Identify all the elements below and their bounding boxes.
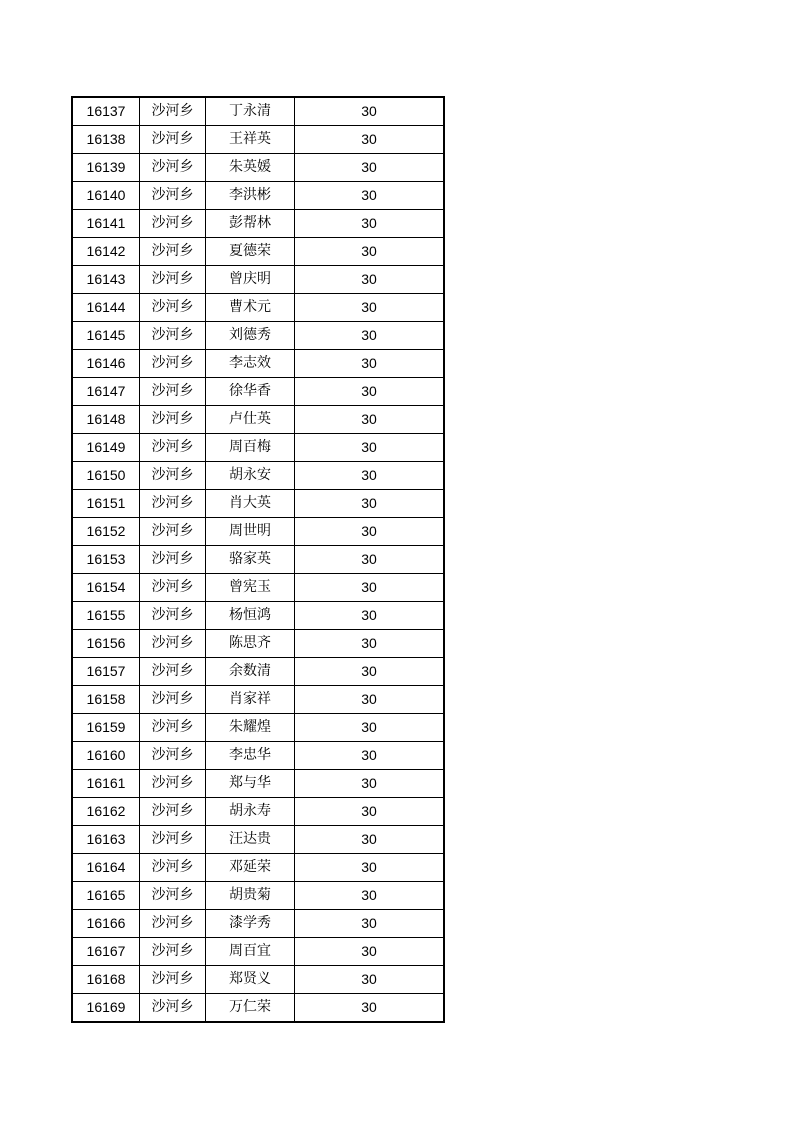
township-cell: 沙河乡 — [140, 378, 206, 406]
id-cell: 16148 — [72, 406, 140, 434]
township-cell: 沙河乡 — [140, 686, 206, 714]
table-row — [72, 322, 444, 350]
id-cell: 16158 — [72, 686, 140, 714]
name-cell: 夏德荣 — [206, 238, 295, 266]
table-row — [72, 630, 444, 658]
township-cell: 沙河乡 — [140, 994, 206, 1023]
amount-cell: 30 — [295, 602, 445, 630]
township-cell: 沙河乡 — [140, 462, 206, 490]
table-row — [72, 770, 444, 798]
id-cell: 16154 — [72, 574, 140, 602]
table-row — [72, 266, 444, 294]
amount-cell: 30 — [295, 518, 445, 546]
name-cell: 骆家英 — [206, 546, 295, 574]
township-cell: 沙河乡 — [140, 210, 206, 238]
amount-cell: 30 — [295, 630, 445, 658]
id-cell: 16168 — [72, 966, 140, 994]
township-cell: 沙河乡 — [140, 910, 206, 938]
township-cell: 沙河乡 — [140, 238, 206, 266]
id-cell: 16141 — [72, 210, 140, 238]
id-cell: 16166 — [72, 910, 140, 938]
name-cell: 漆学秀 — [206, 910, 295, 938]
name-cell: 卢仕英 — [206, 406, 295, 434]
amount-cell: 30 — [295, 350, 445, 378]
id-cell: 16153 — [72, 546, 140, 574]
township-cell: 沙河乡 — [140, 97, 206, 126]
amount-cell: 30 — [295, 826, 445, 854]
name-cell: 李忠华 — [206, 742, 295, 770]
township-cell: 沙河乡 — [140, 322, 206, 350]
table-row — [72, 350, 444, 378]
name-cell: 杨恒鸿 — [206, 602, 295, 630]
name-cell: 肖家祥 — [206, 686, 295, 714]
amount-cell: 30 — [295, 854, 445, 882]
id-cell: 16150 — [72, 462, 140, 490]
id-cell: 16142 — [72, 238, 140, 266]
table-row — [72, 882, 444, 910]
name-cell: 刘德秀 — [206, 322, 295, 350]
id-cell: 16156 — [72, 630, 140, 658]
amount-cell: 30 — [295, 686, 445, 714]
amount-cell: 30 — [295, 378, 445, 406]
table-row — [72, 826, 444, 854]
table-row — [72, 686, 444, 714]
township-cell: 沙河乡 — [140, 742, 206, 770]
id-cell: 16155 — [72, 602, 140, 630]
name-cell: 余数清 — [206, 658, 295, 686]
id-cell: 16167 — [72, 938, 140, 966]
table-row — [72, 378, 444, 406]
amount-cell: 30 — [295, 882, 445, 910]
township-cell: 沙河乡 — [140, 714, 206, 742]
table-row — [72, 602, 444, 630]
name-cell: 郑与华 — [206, 770, 295, 798]
township-cell: 沙河乡 — [140, 490, 206, 518]
amount-cell: 30 — [295, 966, 445, 994]
township-cell: 沙河乡 — [140, 294, 206, 322]
table-row — [72, 406, 444, 434]
amount-cell: 30 — [295, 770, 445, 798]
township-cell: 沙河乡 — [140, 434, 206, 462]
township-cell: 沙河乡 — [140, 602, 206, 630]
amount-cell: 30 — [295, 434, 445, 462]
township-cell: 沙河乡 — [140, 518, 206, 546]
table-row — [72, 546, 444, 574]
id-cell: 16151 — [72, 490, 140, 518]
township-cell: 沙河乡 — [140, 966, 206, 994]
data-table — [71, 96, 445, 1023]
table-row — [72, 294, 444, 322]
amount-cell: 30 — [295, 182, 445, 210]
name-cell: 汪达贵 — [206, 826, 295, 854]
amount-cell: 30 — [295, 574, 445, 602]
id-cell: 16163 — [72, 826, 140, 854]
table-row — [72, 518, 444, 546]
township-cell: 沙河乡 — [140, 854, 206, 882]
name-cell: 胡永寿 — [206, 798, 295, 826]
name-cell: 周百宜 — [206, 938, 295, 966]
amount-cell: 30 — [295, 266, 445, 294]
township-cell: 沙河乡 — [140, 406, 206, 434]
name-cell: 朱英媛 — [206, 154, 295, 182]
id-cell: 16162 — [72, 798, 140, 826]
township-cell: 沙河乡 — [140, 350, 206, 378]
amount-cell: 30 — [295, 406, 445, 434]
amount-cell: 30 — [295, 126, 445, 154]
township-cell: 沙河乡 — [140, 630, 206, 658]
name-cell: 胡贵菊 — [206, 882, 295, 910]
table-row — [72, 462, 444, 490]
amount-cell: 30 — [295, 546, 445, 574]
amount-cell: 30 — [295, 462, 445, 490]
table-row — [72, 714, 444, 742]
township-cell: 沙河乡 — [140, 826, 206, 854]
amount-cell: 30 — [295, 742, 445, 770]
township-cell: 沙河乡 — [140, 938, 206, 966]
amount-cell: 30 — [295, 294, 445, 322]
id-cell: 16140 — [72, 182, 140, 210]
name-cell: 朱耀煌 — [206, 714, 295, 742]
amount-cell: 30 — [295, 322, 445, 350]
id-cell: 16146 — [72, 350, 140, 378]
table-row — [72, 126, 444, 154]
table-row — [72, 210, 444, 238]
name-cell: 周百梅 — [206, 434, 295, 462]
table-row — [72, 658, 444, 686]
table-row — [72, 182, 444, 210]
table-row — [72, 434, 444, 462]
township-cell: 沙河乡 — [140, 154, 206, 182]
name-cell: 丁永清 — [206, 97, 295, 126]
id-cell: 16137 — [72, 97, 140, 126]
table-row — [72, 742, 444, 770]
id-cell: 16164 — [72, 854, 140, 882]
id-cell: 16160 — [72, 742, 140, 770]
id-cell: 16139 — [72, 154, 140, 182]
amount-cell: 30 — [295, 910, 445, 938]
table-row — [72, 798, 444, 826]
name-cell: 曹术元 — [206, 294, 295, 322]
amount-cell: 30 — [295, 154, 445, 182]
table-row — [72, 490, 444, 518]
table-row — [72, 238, 444, 266]
township-cell: 沙河乡 — [140, 882, 206, 910]
amount-cell: 30 — [295, 238, 445, 266]
table-row — [72, 574, 444, 602]
name-cell: 邓延荣 — [206, 854, 295, 882]
amount-cell: 30 — [295, 938, 445, 966]
amount-cell: 30 — [295, 798, 445, 826]
table-row — [72, 97, 444, 126]
table-row — [72, 154, 444, 182]
township-cell: 沙河乡 — [140, 266, 206, 294]
township-cell: 沙河乡 — [140, 574, 206, 602]
name-cell: 郑贤义 — [206, 966, 295, 994]
id-cell: 16165 — [72, 882, 140, 910]
name-cell: 王祥英 — [206, 126, 295, 154]
id-cell: 16161 — [72, 770, 140, 798]
table-row — [72, 994, 444, 1023]
township-cell: 沙河乡 — [140, 798, 206, 826]
township-cell: 沙河乡 — [140, 182, 206, 210]
name-cell: 周世明 — [206, 518, 295, 546]
table-row — [72, 966, 444, 994]
name-cell: 肖大英 — [206, 490, 295, 518]
id-cell: 16145 — [72, 322, 140, 350]
id-cell: 16143 — [72, 266, 140, 294]
id-cell: 16138 — [72, 126, 140, 154]
amount-cell: 30 — [295, 210, 445, 238]
table-body — [72, 97, 444, 1022]
id-cell: 16147 — [72, 378, 140, 406]
name-cell: 胡永安 — [206, 462, 295, 490]
amount-cell: 30 — [295, 994, 445, 1023]
id-cell: 16144 — [72, 294, 140, 322]
township-cell: 沙河乡 — [140, 658, 206, 686]
township-cell: 沙河乡 — [140, 126, 206, 154]
amount-cell: 30 — [295, 490, 445, 518]
table-row — [72, 938, 444, 966]
amount-cell: 30 — [295, 658, 445, 686]
id-cell: 16159 — [72, 714, 140, 742]
id-cell: 16152 — [72, 518, 140, 546]
id-cell: 16157 — [72, 658, 140, 686]
table-row — [72, 910, 444, 938]
table-row — [72, 854, 444, 882]
name-cell: 曾宪玉 — [206, 574, 295, 602]
id-cell: 16169 — [72, 994, 140, 1023]
amount-cell: 30 — [295, 714, 445, 742]
name-cell: 李志效 — [206, 350, 295, 378]
amount-cell: 30 — [295, 97, 445, 126]
name-cell: 陈思齐 — [206, 630, 295, 658]
name-cell: 曾庆明 — [206, 266, 295, 294]
name-cell: 万仁荣 — [206, 994, 295, 1023]
township-cell: 沙河乡 — [140, 770, 206, 798]
name-cell: 李洪彬 — [206, 182, 295, 210]
township-cell: 沙河乡 — [140, 546, 206, 574]
name-cell: 彭帮林 — [206, 210, 295, 238]
name-cell: 徐华香 — [206, 378, 295, 406]
id-cell: 16149 — [72, 434, 140, 462]
